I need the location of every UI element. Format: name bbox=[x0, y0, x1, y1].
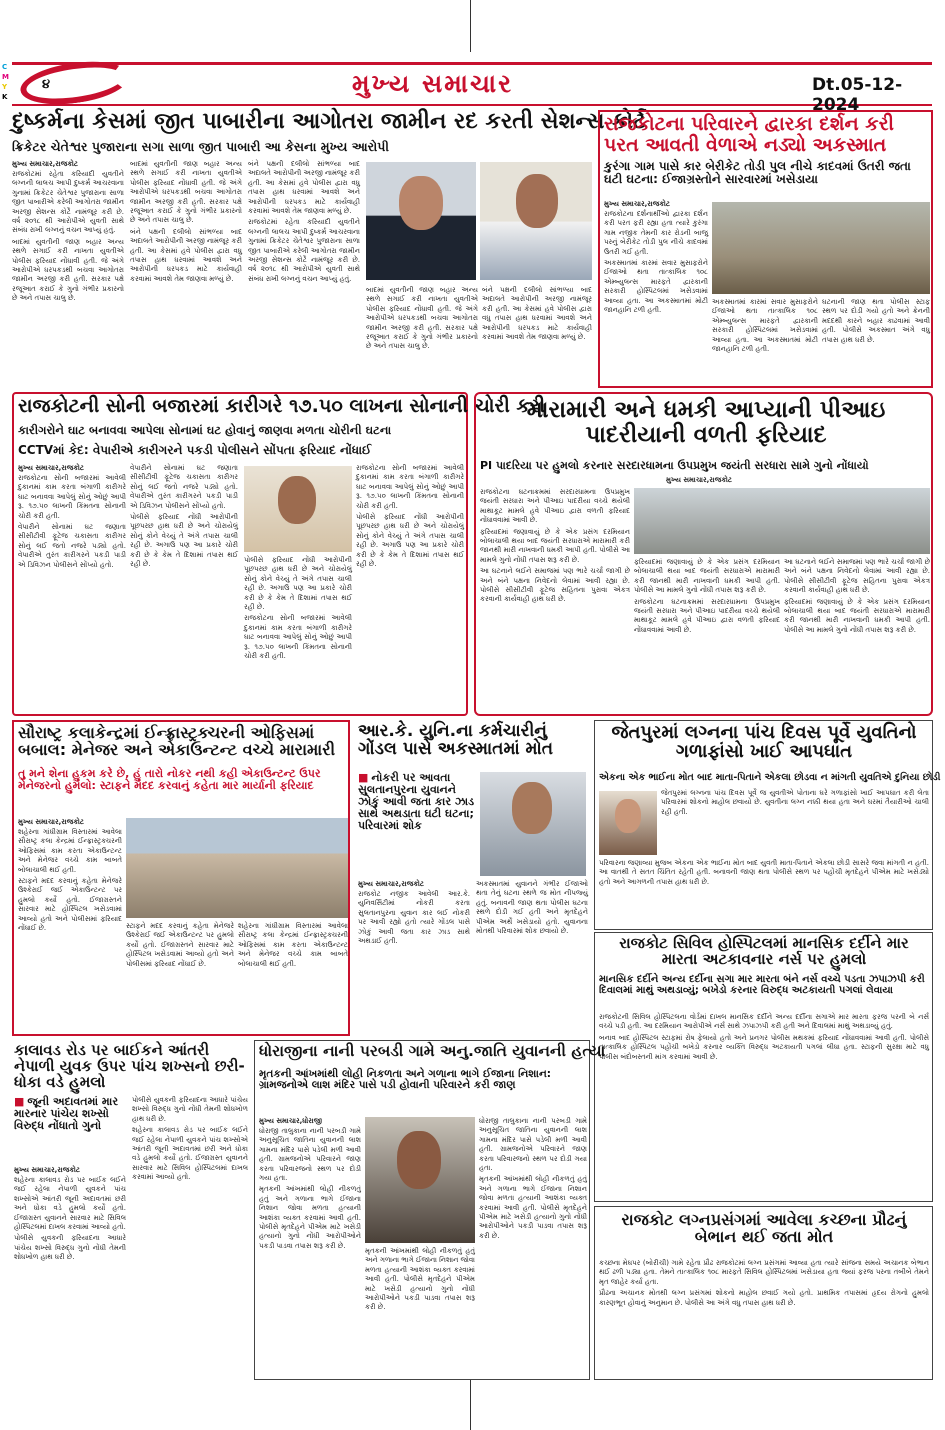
story-10-photo-victim bbox=[365, 1117, 475, 1243]
story-3-photo-accused bbox=[244, 466, 352, 552]
story-1-col-1: રાજકોટમાં રહેતા કરિયાદી યુવતીને લગ્નની લાલચ આપી દુષ્કર્મ આચરવાના ગુનામાં ક્રિકેટર ચેતેશ્વર પુજારાના સાળા જીત પાબારીએ કરેલી આગોતરા જામીન અરજી સેશન્સ કોર્ટે નામંજૂર કરી છે. વર્ષ ૨૦૧૮ થી આરોપીએ યુવતી સાથે સંબંધ રાખી લગ્નનું વચન આપ્યું હતું. બાદમાં યુવતીની જાણ બહાર અન્ય સ્થળે સગાઈ કરી નાખતા યુવતીએ પોલીસ ફરિયાદ નોંધાવી હતી. જે અંગે આરોપીએ ધરપકડથી બચવા આગોતરા જામીન અરજી કરી હતી. સરકાર પક્ષે રજૂઆત કરાઈ કે ગુનો ગંભીર પ્રકારનો છે અને તપાસ ચાલુ છે. bbox=[12, 170, 124, 303]
story-3-col-4: રાજકોટના સોની બજારમાં આવેલી દુકાનમાં કામ કરતા બંગાળી કારીગરે ઘાટ બનાવવા આપેલું સોનું ઓછું આપી રૂ. ૧૭.૫૦ લાખની કિંમતના સોનાની ચોરી કરી હતી. પોલીસે ફરિયાદ નોંધી આરોપીની પૂછપરછ હાથ ધરી છે અને ચોરાયેલું સોનું કોને વેચ્યું તે અંગે તપાસ ચાલી રહી છે. અગાઉ પણ આ પ્રકારે ચોરી કરી છે કે કેમ તે દિશામાં તપાસ થઈ રહી છે. bbox=[356, 464, 464, 569]
story-7-col-2: પરિવારના જણાવ્યા મુજબ એકના એક ભાઈના મોત બાદ યુવતી માતા-પિતાને એકલા છોડી સાસરે જવા માંગતી ન હતી. આ વાતથી તે સતત ચિંતિત રહેતી હતી. બનાવની જાણ થતા પોલીસે સ્થળ પર પહોંચી મૃતદેહને પીએમ માટે ખસેડ્યો હતો અને આગળની તપાસ હાથ ધરી છે. bbox=[599, 859, 929, 886]
story-1-jamin bbox=[12, 109, 646, 388]
story-4-headline: મારામારી અને ધમકી આપ્યાની પીઆઇ પાદરીયાની વળતી ફરિયાદ bbox=[526, 397, 886, 448]
story-1-col-3: બંને પક્ષની દલીલો સાંભળ્યા બાદ અદાલતે આરોપીની અરજી નામંજૂર કરી હતી. આ કેસમાં હવે પોલીસ દ્વારા વધુ તપાસ હાથ ધરવામાં આવશે અને આરોપીની ધરપકડ માટે કાર્યવાહી કરવામાં આવશે તેમ જાણવા મળ્યું છે. રાજકોટમાં રહેતા કરિયાદી યુવતીને લગ્નની લાલચ આપી દુષ્કર્મ આચરવાના ગુનામાં ક્રિકેટર ચેતેશ્વર પુજારાના સાળા જીત પાબારીએ કરેલી આગોતરા જામીન અરજી સેશન્સ કોર્ટે નામંજૂર કરી છે. વર્ષ ૨૦૧૮ થી આરોપીએ યુવતી સાથે સંબંધ રાખી લગ્નનું વચન આપ્યું હતું. bbox=[248, 160, 360, 283]
story-5-headline: સૌરાષ્ટ્ર કલાકેન્દ્રમાં ઈન્ફ્રાસ્ટ્રક્ચરની ઓફિસમાં બબાલ: મેનેજર અને એકાઉન્ટન્ટ વચ્ચે મારામારી bbox=[18, 723, 336, 760]
color-registration-marks: C M Y K bbox=[2, 63, 9, 101]
story-9-col-2: પોલીસે યુવકની ફરિયાદના આધારે પાંચેય શખ્સો વિરુદ્ધ ગુનો નોંધી તેમની શોધખોળ હાથ ધરી છે. શહેરના કાલાવડ રોડ પર બાઈક લઈને જઈ રહેલા નેપાળી યુવકને પાંચ શખ્સોએ આંતરી જૂની અદાવતમાં છરી અને ધોકા વડે હુમલો કર્યો હતો. ઈજાગ્રસ્ત યુવાનને સારવાર માટે સિવિલ હોસ્પિટલમાં દાખલ કરવામાં આવ્યો હતો. bbox=[132, 1096, 248, 1182]
story-1-photo-cricketer bbox=[480, 162, 592, 280]
story-2-subheadline: કુરંગા ગામ પાસે કાર બેરીકેટ તોડી પુલ નીચે કાદવમાં ઉતરી જતા ઘટી ઘટના: ઈજાગ્રસ્તોને સારવારમાં ખસેડાયા bbox=[604, 159, 911, 186]
story-11-text: કચ્છના મેઘપર (બોરીચી) ગામે રહેતા પ્રૌઢ રાજકોટમાં લગ્ન પ્રસંગમાં આવ્યા હતા ત્યારે સાંજના સમયે અચાનક બેભાન થઈ ઢળી પડ્યા હતા. તેમને તાત્કાલિક ૧૦૮ મારફતે સિવિલ હોસ્પિટલમાં ખસેડાયા હતા જ્યાં ફરજ પરના તબીબે તેમને મૃત જાહેર કર્યા હતા. પ્રૌઢના અચાનક મોતથી લગ્ન પ્રસંગમાં શોકનો માહોલ છવાઈ ગયો હતો. પ્રાથમિક તપાસમાં હૃદય રોગનો હુમલો કારણભૂત હોવાનું અનુમાન છે. પોલીસે આ અંગે વધુ તપાસ હાથ ધરી છે. bbox=[599, 1259, 929, 1307]
story-4-photo-meeting bbox=[634, 488, 930, 554]
story-3-col-2: વેપારીને સોનામાં ઘટ જણાતા સીસીટીવી ફૂટેજ ચકાસતા કારીગર સોનું લઈ જતો નજરે પડ્યો હતો. વેપારીએ તુરંત કારીગરને પકડી પાડી એ ડિવિઝન પોલીસને સોંપ્યો હતો. પોલીસે ફરિયાદ નોંધી આરોપીની પૂછપરછ હાથ ધરી છે અને ચોરાયેલું સોનું કોને વેચ્યું તે અંગે તપાસ ચાલી રહી છે. અગાઉ પણ આ પ્રકારે ચોરી કરી છે કે કેમ તે દિશામાં તપાસ થઈ રહી છે. bbox=[130, 464, 238, 569]
story-9-kalavad-road bbox=[12, 1040, 250, 1380]
crop-mark-bottom bbox=[470, 1380, 471, 1430]
story-5-photo-building bbox=[126, 818, 348, 918]
story-4-col-2: ફરિયાદમાં જણાવાયું છે કે એક પ્રસંગ દરમિયાન બોલાચાલી થયા બાદ જયંતી સરધારાએ મારામારી કરી જાનથી મારી નાખવાની ધમકી આપી હતી. પોલીસે આ મામલે ગુનો નોંધી તપાસ શરૂ કરી છે. રાજકોટના ઘટનાક્રમમાં સરદારધામના ઉપપ્રમુખ જયંતી સરધારા અને પીઆઇ પાદરીયા વચ્ચે થયેલી માથાકૂટ મામલે હવે પીઆઇ દ્વારા વળતી ફરિયાદ નોંધાવવામાં આવી છે. bbox=[634, 558, 780, 634]
story-3-headline: રાજકોટની સોની બજારમાં કારીગરે ૧૭.૫૦ લાખના સોનાની ચોરી કરી bbox=[18, 395, 546, 417]
story-6-col-2: અકસ્માતમાં યુવાનને ગંભીર ઈજાઓ થતા તેનું ઘટના સ્થળે જ મોત નીપજ્યું હતું. બનાવની જાણ થતા પોલીસ ઘટના સ્થળે દોડી ગઈ હતી અને મૃતદેહને પીએમ અર્થે ખસેડાયો હતો. યુવાનના મોતથી પરિવારમાં શોક છવાયો છે. bbox=[476, 880, 588, 936]
story-5-kalakendra bbox=[12, 720, 350, 1036]
story-6-col-1: રાજકોટ નજીક આવેલી આર.કે. યુનિવર્સિટીમાં નોકરી કરતા સુલતાનપુરના યુવાન કાર લઈ નોકરી પર આવી રહ્યો હતો ત્યારે ગોંડલ પાસે ઝોકું આવી જતા કાર ઝાડ સાથે અથડાઈ હતી. bbox=[358, 890, 470, 946]
story-4-pi-complaint bbox=[474, 392, 933, 716]
story-1-byline: મુખ્ય સમાચાર,રાજકોટ bbox=[12, 160, 79, 168]
story-7-headline: જેતપુરમાં લગ્નના પાંચ દિવસ પૂર્વે યુવતિનો ગળાફાંસો ખાઈ આપઘાત bbox=[611, 722, 917, 763]
story-11-headline: રાજકોટ લગ્નપ્રસંગમાં આવેલા કચ્છના પ્રૌઢનું બેભાન થઈ જતા મોત bbox=[621, 1210, 907, 1247]
story-4-byline: મુખ્ય સમાચાર,રાજકોટ bbox=[666, 476, 733, 484]
story-6-photo-victim bbox=[480, 772, 586, 876]
story-6-subheadline: ■ નોકરી પર આવતા સુલતાનપુરના યુવાનને ઝોકું આવી જતા કાર ઝાડ સાથે અથડાતા ઘટી ઘટના; પરિવારમાં શોક bbox=[358, 771, 475, 832]
story-2-dwarka bbox=[598, 110, 933, 388]
story-9-headline: કાલાવડ રોડ પર બાઈકને આંતરી નેપાળી યુવક ઉપર પાંચ શખ્સનો છરી-ધોકા વડે હુમલો bbox=[14, 1041, 245, 1092]
story-10-col-3: ધોરાજી તાલુકાના નાની પરબડી ગામે અનુસૂચિત જાતિના યુવાનની લાશ ગામના મંદિર પાસે પડેલી મળી આવી હતી. ગ્રામજનોએ પરિવારને જાણ કરતા પરિવારજનો સ્થળ પર દોડી ગયા હતા. મૃતકની આંખમાંથી લોહી નીકળતું હતું અને ગળાના ભાગે ઈજાના નિશાન જોવા મળતા હત્યાની આશંકા વ્યક્ત કરવામાં આવી હતી. પોલીસે મૃતદેહને પીએમ માટે ખસેડી હત્યાનો ગુનો નોંધી આરોપીઓને પકડી પાડવા તપાસ શરૂ કરી છે. bbox=[479, 1117, 587, 1240]
story-6-byline: મુખ્ય સમાચાર,રાજકોટ bbox=[358, 880, 425, 888]
story-1-photo-accused bbox=[366, 162, 476, 280]
story-8-text: રાજકોટની સિવિલ હોસ્પિટલના વોર્ડમાં દાખલ માનસિક દર્દીને અન્ય દર્દીના સગાએ માર મારતા ફરજ પરની બે નર્સ વચ્ચે પડી હતી. આ દરમિયાન આરોપીએ નર્સ સાથે ઝપાઝપી કરી હતી અને દિવાલમાં માથું અથડાવ્યું હતું. બનાવ બાદ હોસ્પિટલ સ્ટાફમાં રોષ ફેલાયો હતો અને પ્રનગર પોલીસ મથકમાં ફરિયાદ નોંધાવવામાં આવી હતી. પોલીસે તાત્કાલિક હોસ્પિટલ પહોંચી બખેડો કરનાર વ્યક્તિ વિરુદ્ધ અટકાયતી પગલાં લીધા હતા. સ્ટાફની સુરક્ષા માટે વધુ પોલીસ બંદોબસ્તની માંગ કરવામાં આવી છે. bbox=[599, 1013, 929, 1061]
story-2-headline: રાજકોટના પરિવારને દ્વારકા દર્શન કરી પરત આવતી વેળાએ નડ્યો અકસ્માત bbox=[604, 113, 894, 156]
story-9-col-1: શહેરના કાલાવડ રોડ પર બાઈક લઈને જઈ રહેલા નેપાળી યુવકને પાંચ શખ્સોએ આંતરી જૂની અદાવતમાં છરી અને ધોકા વડે હુમલો કર્યો હતો. ઈજાગ્રસ્ત યુવાનને સારવાર માટે સિવિલ હોસ્પિટલમાં દાખલ કરવામાં આવ્યો હતો. પોલીસે યુવકની ફરિયાદના આધારે પાંચેય શખ્સો વિરુદ્ધ ગુનો નોંધી તેમની શોધખોળ હાથ ધરી છે. bbox=[14, 1176, 126, 1262]
header-logo-swoosh bbox=[18, 56, 132, 111]
story-1-headline: દુષ્કર્મના કેસમાં જીત પાબારીના આગોતરા જામીન રદ કરતી સેશન્સ કોર્ટ bbox=[12, 109, 646, 134]
story-6-rk-university bbox=[354, 720, 590, 1036]
story-5-col-1: શહેરના ગાંધીગ્રામ વિસ્તારમાં આવેલા સૌરાષ્ટ્ર કલા કેન્દ્રમાં ઈન્ફ્રાસ્ટ્રક્ચરની ઓફિસમાં કામ કરતા એકાઉન્ટન્ટ અને મેનેજર વચ્ચે કામ બાબતે બોલાચાલી થઈ હતી. સ્ટાફને મદદ કરવાનું કહેતા મેનેજરે ઉશ્કેરાઈ જઈ એકાઉન્ટન્ટ પર હુમલો કર્યો હતો. ઈજાગ્રસ્તને સારવાર માટે હોસ્પિટલ ખસેડવામાં આવ્યો હતો અને પોલીસમાં ફરિયાદ નોંધાઈ છે. bbox=[18, 828, 122, 933]
story-4-col-3: આ ઘટનાને લઈને સમાજમાં પણ ભારે ચર્ચા જાગી છે અને બંને પક્ષના નિવેદનો લેવામાં આવી રહ્યા છે. પોલીસે સીસીટીવી ફૂટેજ સહિતના પુરાવા એકત્ર કરવાની કાર્યવાહી હાથ ધરી છે. ફરિયાદમાં જણાવાયું છે કે એક પ્રસંગ દરમિયાન બોલાચાલી થયા બાદ જયંતી સરધારાએ મારામારી કરી જાનથી મારી નાખવાની ધમકી આપી હતી. પોલીસે આ મામલે ગુનો નોંધી તપાસ શરૂ કરી છે. bbox=[784, 558, 930, 634]
story-1-col-2: બાદમાં યુવતીની જાણ બહાર અન્ય સ્થળે સગાઈ કરી નાખતા યુવતીએ પોલીસ ફરિયાદ નોંધાવી હતી. જે અંગે આરોપીએ ધરપકડથી બચવા આગોતરા જામીન અરજી કરી હતી. સરકાર પક્ષે રજૂઆત કરાઈ કે ગુનો ગંભીર પ્રકારનો છે અને તપાસ ચાલુ છે. બંને પક્ષની દલીલો સાંભળ્યા બાદ અદાલતે આરોપીની અરજી નામંજૂર કરી હતી. આ કેસમાં હવે પોલીસ દ્વારા વધુ તપાસ હાથ ધરવામાં આવશે અને આરોપીની ધરપકડ માટે કાર્યવાહી કરવામાં આવશે તેમ જાણવા મળ્યું છે. bbox=[130, 160, 242, 283]
story-11-kutch bbox=[594, 1206, 933, 1380]
story-3-col-1: રાજકોટના સોની બજારમાં આવેલી દુકાનમાં કામ કરતા બંગાળી કારીગરે ઘાટ બનાવવા આપેલું સોનું ઓછું આપી રૂ. ૧૭.૫૦ લાખની કિંમતના સોનાની ચોરી કરી હતી. વેપારીને સોનામાં ઘટ જણાતા સીસીટીવી ફૂટેજ ચકાસતા કારીગર સોનું લઈ જતો નજરે પડ્યો હતો. વેપારીએ તુરંત કારીગરને પકડી પાડી એ ડિવિઝન પોલીસને સોંપ્યો હતો. bbox=[18, 474, 126, 569]
story-10-dhoraji bbox=[254, 1040, 606, 1380]
story-7-subheadline: એકના એક ભાઈના મોત બાદ માતા-પિતાને એકલા છોડવા ન માંગતી યુવતિએ દુનિયા છોડી bbox=[599, 772, 941, 783]
page-header bbox=[12, 62, 932, 115]
story-9-byline: મુખ્ય સમાચાર,રાજકોટ bbox=[14, 1166, 81, 1174]
story-8-civil-hospital bbox=[594, 932, 933, 1202]
story-4-subheadline: PI પાદરિયા પર હુમલો કરનાર સરદારધામના ઉપપ્રમુખ જયંતી સરધારા સામે ગુનો નોંધાયો bbox=[480, 459, 869, 472]
story-1-col-5: બંને પક્ષની દલીલો સાંભળ્યા બાદ અદાલતે આરોપીની અરજી નામંજૂર કરી હતી. આ કેસમાં હવે પોલીસ દ્વારા વધુ તપાસ હાથ ધરવામાં આવશે અને આરોપીની ધરપકડ માટે કાર્યવાહી કરવામાં આવશે તેમ જાણવા મળ્યું છે. bbox=[482, 286, 592, 342]
story-1-subheadline: ક્રિકેટર ચેતેશ્વર પુજારાના સગા સાળા જીત પાબારી આ કેસના મુખ્ય આરોપી bbox=[12, 139, 389, 154]
story-4-col-1: રાજકોટના ઘટનાક્રમમાં સરદારધામના ઉપપ્રમુખ જયંતી સરધારા અને પીઆઇ પાદરીયા વચ્ચે થયેલી માથાકૂટ મામલે હવે પીઆઇ દ્વારા વળતી ફરિયાદ નોંધાવવામાં આવી છે. ફરિયાદમાં જણાવાયું છે કે એક પ્રસંગ દરમિયાન બોલાચાલી થયા બાદ જયંતી સરધારાએ મારામારી કરી જાનથી મારી નાખવાની ધમકી આપી હતી. પોલીસે આ મામલે ગુનો નોંધી તપાસ શરૂ કરી છે. આ ઘટનાને લઈને સમાજમાં પણ ભારે ચર્ચા જાગી છે અને બંને પક્ષના નિવેદનો લેવામાં આવી રહ્યા છે. પોલીસે સીસીટીવી ફૂટેજ સહિતના પુરાવા એકત્ર કરવાની કાર્યવાહી હાથ ધરી છે. bbox=[480, 488, 630, 604]
crop-mark-top bbox=[470, 0, 471, 52]
page-date: Dt.05-12-2024 bbox=[812, 75, 903, 115]
story-2-col-3: ઘટનાની જાણ થતા પોલીસ સ્ટાફ સ્થળ પર દોડી ગયો હતો અને ક્રેનની મદદથી કારને બહાર કાઢવામાં આવી હતી. પોલીસે અકસ્માત અંગે વધુ તપાસ હાથ ધરી છે. bbox=[822, 298, 930, 344]
story-10-col-2: મૃતકની આંખમાંથી લોહી નીકળતું હતું અને ગળાના ભાગે ઈજાના નિશાન જોવા મળતા હત્યાની આશંકા વ્યક્ત કરવામાં આવી હતી. પોલીસે મૃતદેહને પીએમ માટે ખસેડી હત્યાનો ગુનો નોંધી આરોપીઓને પકડી પાડવા તપાસ શરૂ કરી છે. bbox=[365, 1247, 475, 1312]
story-5-byline: મુખ્ય સમાચાર,રાજકોટ bbox=[18, 818, 85, 826]
story-2-byline: મુખ્ય સમાચાર,રાજકોટ bbox=[604, 200, 671, 208]
story-5-subheadline: તુ મને શેના હુકમ કરે છે, હું તારો નોકર નથી કહી એકાઉન્ટન્ટ ઉપર મેનેજરનો હુમલો: સ્ટાફને મદદ કરવાનું કહેતા માર માર્યાની ફરિયાદ bbox=[18, 767, 321, 792]
story-2-col-2: અકસ્માતમાં કારમાં સવાર મુસાફરોને ઈજાઓ થતા તાત્કાલિક ૧૦૮ એમ્બ્યુલન્સ મારફતે દ્વારકાની સરકારી હોસ્પિટલમાં ખસેડવામાં આવ્યા હતા. આ અકસ્માતમાં મોટી જાનહાનિ ટળી હતી. bbox=[712, 298, 818, 354]
story-3-subheadline-2: CCTVમાં કેદ: વેપારીએ કારીગરને પકડી પોલીસને સોંપતા ફરિયાદ નોંધાઈ bbox=[18, 443, 372, 457]
story-3-subheadline: કારીગરોને ઘાટ બનાવવા આપેલા સોનામાં ઘટ હોવાનું જાણવા મળતા ચોરીની ઘટના bbox=[18, 423, 392, 437]
story-10-byline: મુખ્ય સમાચાર,ધોરાજી bbox=[259, 1117, 322, 1125]
story-10-headline: ધોરાજીના નાની પરબડી ગામે અનુ.જાતિ યુવાનની હત્યા bbox=[259, 1042, 606, 1060]
story-7-jetpur bbox=[594, 720, 941, 930]
story-8-headline: રાજકોટ સિવિલ હોસ્પિટલમાં માનસિક દર્દીને માર મારતા અટકાવનાર નર્સ પર હુમલો bbox=[619, 934, 909, 969]
story-5-col-3: શહેરના ગાંધીગ્રામ વિસ્તારમાં આવેલા સૌરાષ્ટ્ર કલા કેન્દ્રમાં ઈન્ફ્રાસ્ટ્રક્ચરની ઓફિસમાં કામ કરતા એકાઉન્ટન્ટ અને મેનેજર વચ્ચે કામ બાબતે બોલાચાલી થઈ હતી. bbox=[238, 922, 348, 968]
story-1-col-4: બાદમાં યુવતીની જાણ બહાર અન્ય સ્થળે સગાઈ કરી નાખતા યુવતીએ પોલીસ ફરિયાદ નોંધાવી હતી. જે અંગે આરોપીએ ધરપકડથી બચવા આગોતરા જામીન અરજી કરી હતી. સરકાર પક્ષે રજૂઆત કરાઈ કે ગુનો ગંભીર પ્રકારનો છે અને તપાસ ચાલુ છે. bbox=[366, 286, 478, 351]
story-3-byline: મુખ્ય સમાચાર,રાજકોટ bbox=[18, 464, 85, 472]
story-9-subheadline: ■ જૂની અદાવતમાં માર મારનાર પાંચેય શખ્સો વિરુદ્ધ નોંધાતો ગુનો bbox=[14, 1095, 119, 1132]
section-title: મુખ્ય સમાચાર bbox=[352, 69, 514, 98]
page-number: ૪ bbox=[42, 77, 51, 92]
story-7-photo-victim bbox=[599, 791, 657, 855]
story-7-col-1: જેતપુરમાં લગ્નના પાંચ દિવસ પૂર્વે જ યુવતીએ પોતાના ઘરે ગળાફાંસો ખાઈ આપઘાત કરી લેતા પરિવારમાં શોકનો માહોલ છવાયો છે. યુવતીના લગ્ન નક્કી થયા હતા અને ઘરમાં તૈયારીઓ ચાલી રહી હતી. bbox=[661, 789, 929, 816]
story-3-col-3: પોલીસે ફરિયાદ નોંધી આરોપીની પૂછપરછ હાથ ધરી છે અને ચોરાયેલું સોનું કોને વેચ્યું તે અંગે તપાસ ચાલી રહી છે. અગાઉ પણ આ પ્રકારે ચોરી કરી છે કે કેમ તે દિશામાં તપાસ થઈ રહી છે. રાજકોટના સોની બજારમાં આવેલી દુકાનમાં કામ કરતા બંગાળી કારીગરે ઘાટ બનાવવા આપેલું સોનું ઓછું આપી રૂ. ૧૭.૫૦ લાખની કિંમતના સોનાની ચોરી કરી હતી. bbox=[244, 556, 352, 661]
story-5-col-2: સ્ટાફને મદદ કરવાનું કહેતા મેનેજરે ઉશ્કેરાઈ જઈ એકાઉન્ટન્ટ પર હુમલો કર્યો હતો. ઈજાગ્રસ્તને સારવાર માટે હોસ્પિટલ ખસેડવામાં આવ્યો હતો અને પોલીસમાં ફરિયાદ નોંધાઈ છે. bbox=[126, 922, 234, 968]
story-3-gold-theft bbox=[12, 392, 546, 716]
story-10-col-1: ધોરાજી તાલુકાના નાની પરબડી ગામે અનુસૂચિત જાતિના યુવાનની લાશ ગામના મંદિર પાસે પડેલી મળી આવી હતી. ગ્રામજનોએ પરિવારને જાણ કરતા પરિવારજનો સ્થળ પર દોડી ગયા હતા. મૃતકની આંખમાંથી લોહી નીકળતું હતું અને ગળાના ભાગે ઈજાના નિશાન જોવા મળતા હત્યાની આશંકા વ્યક્ત કરવામાં આવી હતી. પોલીસે મૃતદેહને પીએમ માટે ખસેડી હત્યાનો ગુનો નોંધી આરોપીઓને પકડી પાડવા તપાસ શરૂ કરી છે. bbox=[259, 1127, 361, 1250]
story-2-col-1: રાજકોટના દર્શનાર્થીઓ દ્વારકા દર્શન કરી પરત ફરી રહ્યા હતા ત્યારે કુરંગા ગામ નજીક તેમની કાર રોડની બાજુ પરનું બેરીકેટ તોડી પુલ નીચે કાદવમાં ઉતરી ગઈ હતી. અકસ્માતમાં કારમાં સવાર મુસાફરોને ઈજાઓ થતા તાત્કાલિક ૧૦૮ એમ્બ્યુલન્સ મારફતે દ્વારકાની સરકારી હોસ્પિટલમાં ખસેડવામાં આવ્યા હતા. આ અકસ્માતમાં મોટી જાનહાનિ ટળી હતી. bbox=[604, 210, 708, 315]
story-8-subheadline: માનસિક દર્દીને અન્ય દર્દીના સગા માર મારતા બંને નર્સ વચ્ચે પડતા ઝપાઝપી કરી દિવાલમાં માથું અથડાવ્યું; બખેડો કરનાર વિરુદ્ધ અટકાયતી પગલાં લેવાયા bbox=[599, 974, 925, 996]
story-2-photo-accident bbox=[712, 202, 930, 294]
story-6-headline: આર.કે. યુનિ.ના કર્મચારીનું ગોંડલ પાસે અકસ્માતમાં મોત bbox=[358, 721, 554, 760]
story-10-subheadline: મૃતકની આંખમાંથી લોહી નિકળતા અને ગળાના ભાગે ઈજાના નિશાન: ગ્રામજનોએ લાશ મંદિર પાસે પડી હોવાની પરિવારને કરી જાણ bbox=[259, 1068, 551, 1092]
